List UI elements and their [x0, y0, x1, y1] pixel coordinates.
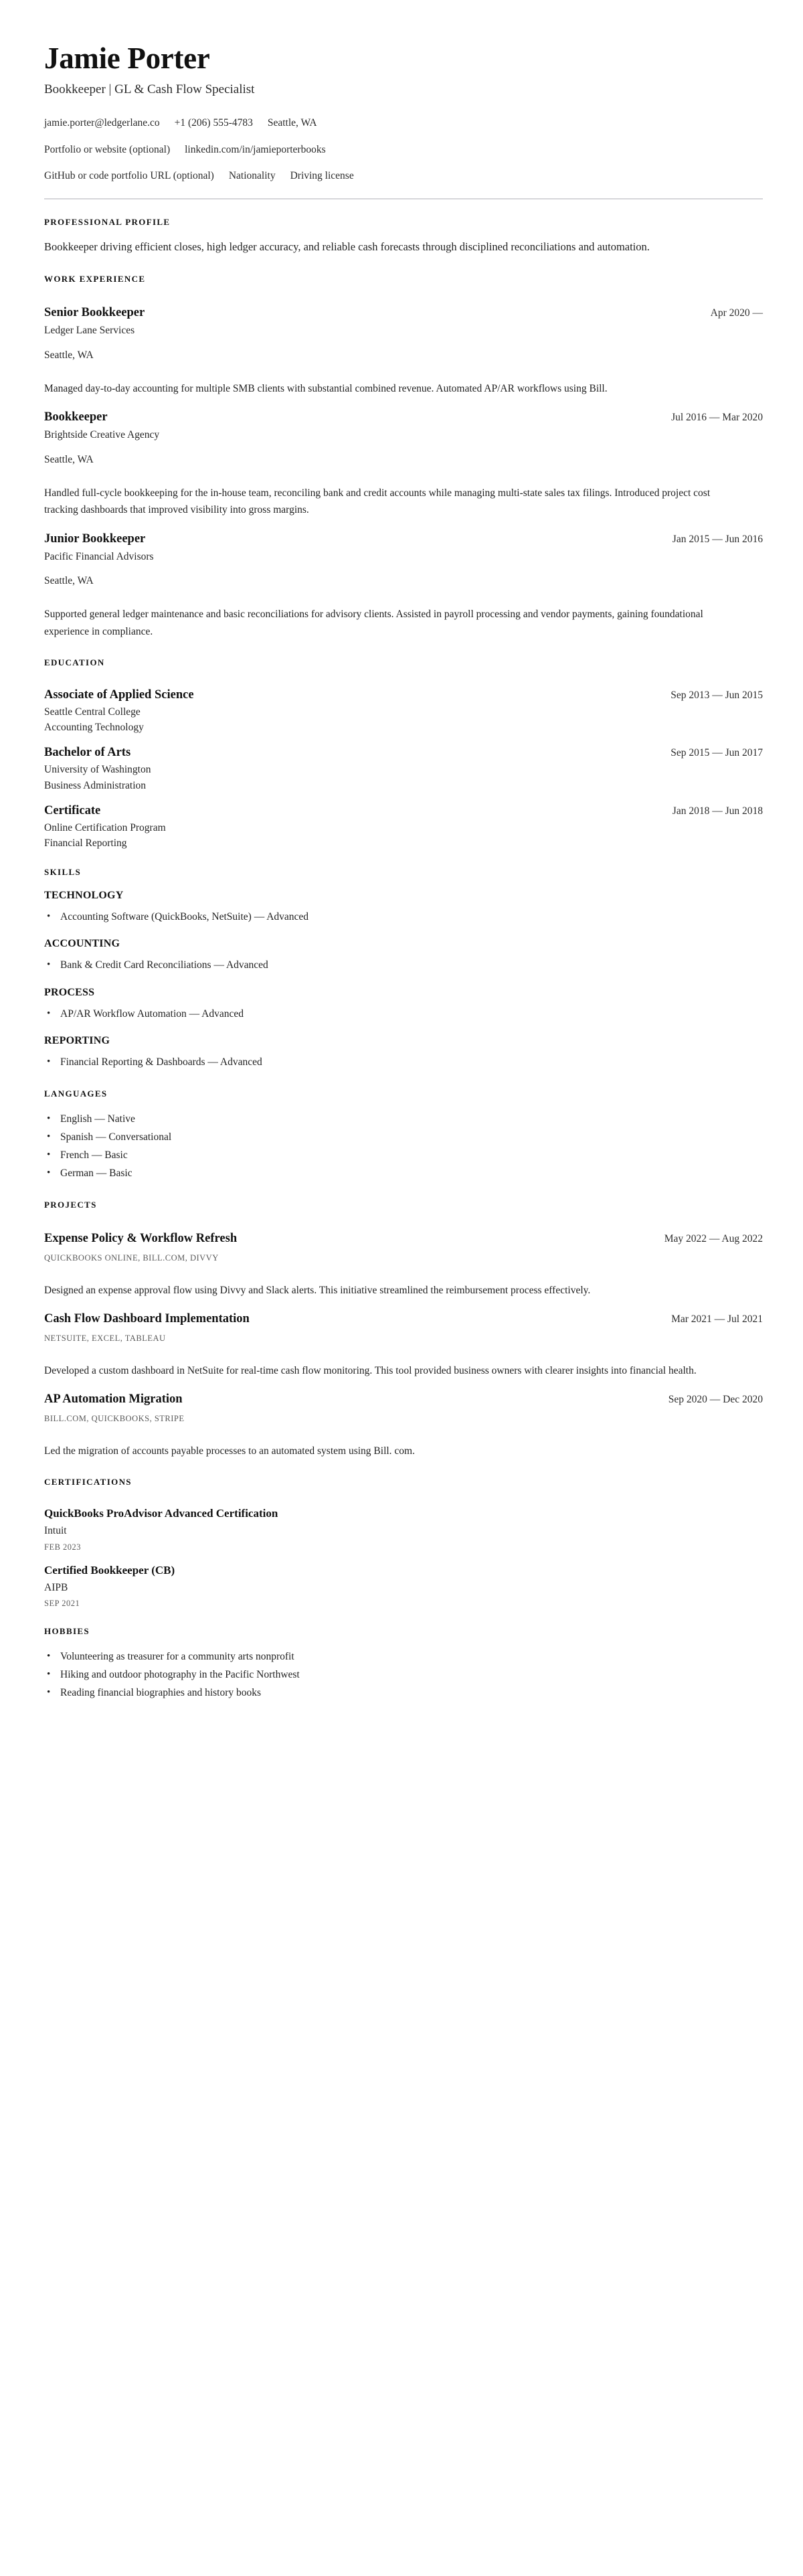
certification-entry-list — [44, 1498, 763, 1609]
work-entry — [44, 295, 763, 397]
skill-group-name: PROCESS — [44, 986, 95, 998]
work-entry-description: Handled full-cycle bookkeeping for the in-house team, reconciling bank and credit accounts while managing multi-state sales tax filings. Introduced project cost tracking dashboards that improved visibility into gross margins. — [44, 487, 711, 516]
skill-group — [44, 890, 763, 926]
education-entry-date: Jan 2018 — Jun 2018 — [672, 805, 763, 817]
header-divider — [44, 198, 763, 199]
project-entry-date: May 2022 — Aug 2022 — [664, 1233, 763, 1245]
skill-item-list — [44, 908, 763, 926]
contact-item[interactable]: Driving license — [290, 170, 354, 182]
work-entry-location: Seattle, WA — [44, 453, 94, 465]
skill-item-list — [44, 956, 763, 974]
education-entry — [44, 795, 763, 850]
work-entry-role: Senior Bookkeeper — [44, 306, 145, 320]
section-languages — [44, 1089, 763, 1183]
certification-entry-name: Certified Bookkeeper (CB) — [44, 1563, 175, 1577]
contact-item[interactable]: Portfolio or website (optional) — [44, 143, 171, 155]
work-entry-header — [44, 409, 763, 425]
education-entry-header — [44, 803, 763, 819]
work-entry-location: Seattle, WA — [44, 349, 94, 361]
skill-item: • Bank & Credit Card Reconciliations — Advanced — [44, 956, 763, 974]
skill-group — [44, 938, 763, 974]
language-item: • French — Basic — [44, 1146, 763, 1164]
contact-item[interactable]: Nationality — [228, 170, 276, 182]
project-entry-date: Sep 2020 — Dec 2020 — [668, 1394, 763, 1406]
section-heading-education: EDUCATION — [44, 657, 105, 667]
project-entry-description: Developed a custom dashboard in NetSuite for real-time cash flow monitoring. This tool provided business owners with clearer insights into financial health. — [44, 1364, 697, 1376]
certification-entry-name: QuickBooks ProAdvisor Advanced Certification — [44, 1506, 278, 1520]
certification-entry — [44, 1498, 763, 1552]
project-entry-name: Cash Flow Dashboard Implementation — [44, 1312, 250, 1326]
project-entry-description: Designed an expense approval flow using Divvy and Slack alerts. This initiative streamlined the reimbursement process effectively. — [44, 1285, 591, 1297]
contact-row — [44, 116, 763, 131]
contact-item[interactable]: Seattle, WA — [267, 117, 317, 129]
certification-entry-issuer: Intuit — [44, 1525, 67, 1537]
project-entry-stack: NETSUITE, EXCEL, TABLEAU — [44, 1334, 166, 1344]
contact-row — [44, 143, 763, 157]
certification-entry-date: SEP 2021 — [44, 1599, 80, 1609]
education-entry-degree: Bachelor of Arts — [44, 746, 131, 760]
skill-group-name: TECHNOLOGY — [44, 890, 124, 902]
candidate-name: Jamie Porter — [44, 42, 210, 75]
education-entry-field: Financial Reporting — [44, 837, 127, 850]
section-hobbies — [44, 1626, 763, 1702]
project-entry-stack: BILL.COM, QUICKBOOKS, STRIPE — [44, 1414, 185, 1424]
work-entry-header — [44, 531, 763, 547]
contact-item[interactable]: GitHub or code portfolio URL (optional) — [44, 170, 214, 182]
section-professional-profile — [44, 217, 763, 256]
education-entry-school: Online Certification Program — [44, 821, 166, 833]
section-projects — [44, 1200, 763, 1459]
project-entry — [44, 1382, 763, 1459]
work-entry-role: Junior Bookkeeper — [44, 532, 146, 546]
skill-group — [44, 987, 763, 1023]
project-entry-list — [44, 1221, 763, 1459]
project-entry-date: Mar 2021 — Jul 2021 — [671, 1313, 763, 1325]
work-entry — [44, 400, 763, 518]
education-entry-field: Accounting Technology — [44, 722, 144, 734]
education-entry-date: Sep 2015 — Jun 2017 — [671, 747, 763, 759]
contact-block — [44, 116, 763, 183]
work-entry-date: Jul 2016 — Mar 2020 — [671, 412, 763, 424]
work-entry — [44, 521, 763, 640]
section-heading-certifications: CERTIFICATIONS — [44, 1476, 132, 1487]
project-entry-header — [44, 1311, 763, 1327]
work-entry-date: Jan 2015 — Jun 2016 — [672, 533, 763, 545]
project-entry-header — [44, 1391, 763, 1407]
project-entry-description: Led the migration of accounts payable processes to an automated system using Bill. com. — [44, 1445, 415, 1457]
skill-group — [44, 1035, 763, 1071]
skill-item: • AP/AR Workflow Automation — Advanced — [44, 1005, 763, 1023]
education-entry — [44, 679, 763, 734]
section-heading-work: WORK EXPERIENCE — [44, 274, 146, 285]
language-item: • English — Native — [44, 1110, 763, 1128]
skill-item-list — [44, 1005, 763, 1023]
section-heading-projects: PROJECTS — [44, 1200, 97, 1210]
profile-summary-text: Bookkeeper driving efficient closes, high ledger accuracy, and reliable cash forecasts through disciplined reconciliations and automation. — [44, 240, 650, 254]
certification-entry — [44, 1555, 763, 1609]
education-entry-field: Business Administration — [44, 779, 146, 791]
contact-item[interactable]: linkedin.com/in/jamieporterbooks — [185, 143, 326, 155]
section-heading-skills: SKILLS — [44, 867, 82, 878]
skill-group-list — [44, 890, 763, 1071]
section-heading-hobbies: HOBBIES — [44, 1626, 90, 1637]
work-entry-company: Brightside Creative Agency — [44, 429, 160, 441]
section-heading-profile: PROFESSIONAL PROFILE — [44, 217, 171, 228]
work-entry-date: Apr 2020 — — [710, 307, 763, 319]
education-entry-school: University of Washington — [44, 764, 151, 776]
candidate-headline: Bookkeeper | GL & Cash Flow Specialist — [44, 82, 255, 97]
skill-group-name: REPORTING — [44, 1034, 110, 1046]
education-entry-degree: Certificate — [44, 803, 101, 817]
section-certifications — [44, 1477, 763, 1609]
section-work-experience — [44, 274, 763, 640]
language-list — [44, 1110, 763, 1183]
education-entry-school: Seattle Central College — [44, 706, 141, 718]
skill-item: • Financial Reporting & Dashboards — Advanced — [44, 1053, 763, 1071]
language-item: • German — Basic — [44, 1164, 763, 1182]
hobby-list — [44, 1647, 763, 1702]
work-entry-description: Managed day-to-day accounting for multiple SMB clients with substantial combined revenue. Automated AP/AR workflows using Bill. — [44, 383, 608, 395]
work-entry-company: Ledger Lane Services — [44, 325, 135, 337]
contact-row — [44, 169, 763, 183]
skill-group-name: ACCOUNTING — [44, 938, 120, 950]
resume-header — [44, 42, 763, 183]
skill-item-list — [44, 1053, 763, 1071]
project-entry — [44, 1301, 763, 1379]
certification-entry-date: FEB 2023 — [44, 1542, 82, 1552]
work-entry-description: Supported general ledger maintenance and basic reconciliations for advisory clients. Assisted in payroll processing and vendor payments, gaining foundational experience in compliance. — [44, 609, 703, 637]
work-entry-company: Pacific Financial Advisors — [44, 550, 154, 562]
hobby-item: • Volunteering as treasurer for a community arts nonprofit — [44, 1647, 763, 1666]
education-entry-date: Sep 2013 — Jun 2015 — [671, 689, 763, 701]
education-entry-list — [44, 679, 763, 850]
language-item: • Spanish — Conversational — [44, 1128, 763, 1146]
section-skills — [44, 867, 763, 1071]
education-entry-degree: Associate of Applied Science — [44, 688, 194, 702]
contact-item[interactable]: jamie.porter@ledgerlane.co — [44, 117, 160, 129]
education-entry-header — [44, 687, 763, 703]
work-entry-role: Bookkeeper — [44, 410, 108, 424]
work-entry-header — [44, 305, 763, 321]
education-entry-header — [44, 744, 763, 760]
project-entry-header — [44, 1230, 763, 1246]
work-entry-list — [44, 295, 763, 640]
skill-item: • Accounting Software (QuickBooks, NetSuite) — Advanced — [44, 908, 763, 926]
section-education — [44, 657, 763, 850]
project-entry — [44, 1221, 763, 1299]
project-entry-name: AP Automation Migration — [44, 1392, 183, 1406]
hobby-item: • Reading financial biographies and history books — [44, 1684, 763, 1702]
certification-entry-issuer: AIPB — [44, 1581, 68, 1593]
education-entry — [44, 736, 763, 792]
project-entry-stack: QUICKBOOKS ONLINE, BILL.COM, DIVVY — [44, 1253, 219, 1263]
hobby-item: • Hiking and outdoor photography in the Pacific Northwest — [44, 1666, 763, 1684]
work-entry-location: Seattle, WA — [44, 575, 94, 587]
section-heading-languages: LANGUAGES — [44, 1088, 108, 1099]
contact-item[interactable]: +1 (206) 555-4783 — [174, 117, 253, 129]
project-entry-name: Expense Policy & Workflow Refresh — [44, 1232, 238, 1246]
